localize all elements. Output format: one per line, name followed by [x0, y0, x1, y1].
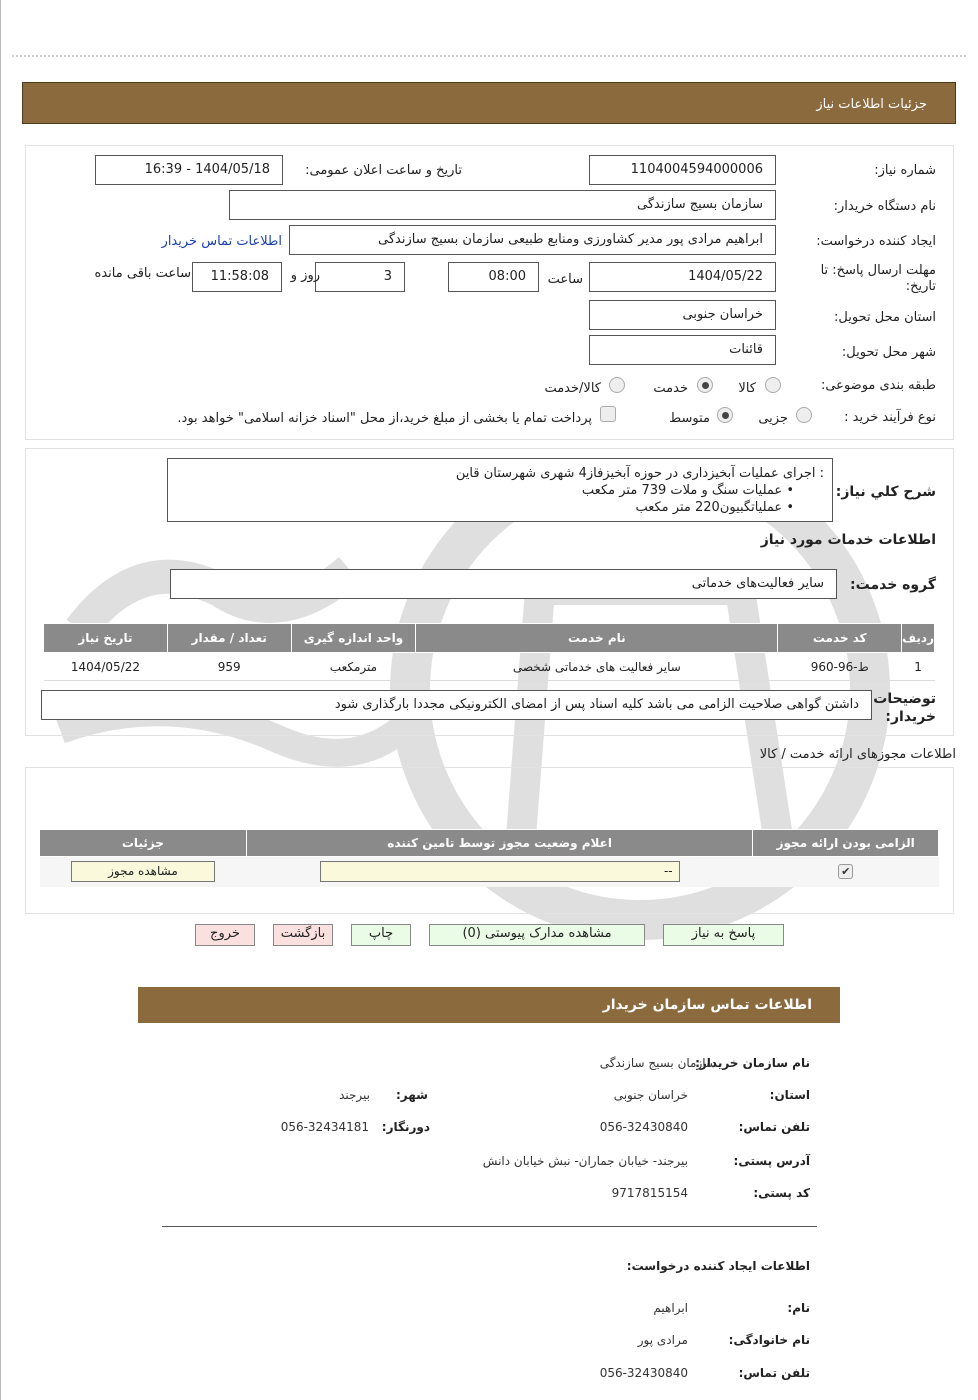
buyer-contact-link[interactable]: اطلاعات تماس خریدار: [161, 234, 282, 249]
contact-postal-label: کد پستی:: [753, 1186, 810, 1200]
process-radio-minor[interactable]: [796, 407, 812, 423]
buyer-org-label: نام دستگاه خریدار:: [833, 199, 936, 214]
col-service-name: نام خدمت: [416, 624, 778, 653]
creator-phone-label: تلفن تماس:: [738, 1366, 810, 1380]
permits-title: اطلاعات مجوزهای ارائه خدمت / کالا: [759, 747, 956, 762]
table-row: [44, 653, 935, 681]
creator-last-name-value: مرادی پور: [637, 1333, 688, 1347]
announce-datetime-field: 1404/05/18 - 16:39: [95, 155, 283, 185]
contact-address-value: بیرجند- خیابان جماران- نبش خیابان دانش: [482, 1154, 688, 1168]
cell-service-name: سایر فعالیت های خدماتی شخصی: [416, 653, 778, 681]
service-group-label: گروه خدمت:: [850, 577, 936, 593]
buyer-org-field: سازمان بسیج سازندگی: [229, 190, 776, 220]
service-group-field: سایر فعالیت‌های خدماتی: [170, 569, 837, 599]
col-service-code: کد خدمت: [778, 624, 902, 653]
reply-button[interactable]: پاسخ به نیاز: [663, 924, 784, 946]
col-permit-required: الزامی بودن ارائه مجوز: [753, 830, 939, 857]
days-label: روز و: [290, 268, 320, 283]
cell-permit-status: [246, 857, 753, 887]
contact-divider: [162, 1226, 817, 1227]
col-unit: واحد اندازه گیری: [291, 624, 416, 653]
category-label: طبقه بندی موضوعی:: [820, 378, 936, 393]
process-label: نوع فرآیند خرید :: [844, 410, 936, 425]
buyer-notes-label: توضیحات خریدار:: [873, 691, 936, 725]
requester-field: ابراهیم مرادی پور مدیر کشاورزی ومنابع طبیعی سازمان بسیج سازندگی: [289, 225, 776, 255]
print-button[interactable]: چاپ: [351, 924, 411, 946]
creator-first-name-value: ابراهیم: [653, 1301, 688, 1315]
summary-label: شرح کلي نياز:: [835, 484, 936, 500]
contact-header-bar: [138, 987, 840, 1023]
need-number-field: 1104004594000006: [589, 155, 776, 185]
left-border-line: [0, 0, 1, 1400]
summary-line: : اجرای عملیات آبخیزداری در حوزه آبخیزفاز4 شهری شهرستان قاین: [455, 466, 824, 481]
permit-required-checkbox: ✔: [838, 864, 853, 879]
contact-city-label: شهر:: [396, 1088, 428, 1102]
col-quantity: تعداد / مقدار: [167, 624, 291, 653]
cell-service-code: ط-96-960: [778, 653, 902, 681]
col-row: ردیف: [902, 624, 935, 653]
cell-permit-details: [40, 857, 247, 887]
creator-last-name-label: نام خانوادگی:: [728, 1333, 810, 1347]
category-radio-goods[interactable]: [765, 377, 781, 393]
services-table: [43, 623, 935, 681]
cell-need-date: 1404/05/22: [44, 653, 168, 681]
cell-unit: مترمکعب: [291, 653, 416, 681]
back-button[interactable]: بازگشت: [273, 924, 333, 946]
view-permit-button[interactable]: مشاهده مجوز: [71, 861, 215, 882]
services-table-header: [44, 624, 935, 653]
exit-button[interactable]: خروج: [195, 924, 255, 946]
details-header-bar: [22, 82, 956, 124]
days-field: 3: [315, 262, 405, 292]
category-option-service: خدمت: [653, 381, 688, 396]
details-header-title: جزئیات اطلاعات نیاز: [816, 97, 927, 112]
cell-permit-required: [753, 857, 939, 887]
permits-table: [39, 829, 939, 887]
contact-fax-label: دورنگار:: [381, 1120, 430, 1134]
buyer-notes-field: داشتن گواهی صلاحیت الزامی می باشد کلیه اسناد پس از امضای الکترونیکی مجددا بارگذاری شود: [41, 690, 872, 720]
deadline-time-field: 08:00: [448, 262, 539, 292]
city-label: شهر محل تحویل:: [841, 345, 936, 360]
remaining-label: ساعت باقی مانده: [94, 266, 191, 281]
treasury-payment-checkbox[interactable]: [600, 406, 616, 422]
city-field: قائنات: [589, 335, 776, 365]
contact-header-title: اطلاعات تماس سازمان خریدار: [602, 997, 812, 1013]
contact-org-label: نام سازمان خریدار:: [695, 1056, 810, 1070]
deadline-date-field: 1404/05/22: [589, 262, 776, 292]
process-option-medium: متوسط: [669, 411, 710, 426]
requester-label: ایجاد کننده درخواست:: [816, 234, 936, 249]
col-need-date: تاریخ نیاز: [44, 624, 168, 653]
attachments-button[interactable]: مشاهده مدارک پیوستی (0): [429, 924, 645, 946]
creator-title: اطلاعات ایجاد کننده درخواست:: [626, 1259, 810, 1273]
category-radio-goods-service[interactable]: [609, 377, 625, 393]
category-radio-service[interactable]: [697, 377, 713, 393]
remaining-time-field: 11:58:08: [192, 262, 282, 292]
creator-first-name-label: نام:: [787, 1301, 810, 1315]
col-permit-details: جزئیات: [40, 830, 247, 857]
deadline-label: مهلت ارسال پاسخ: تا تاریخ:: [820, 263, 936, 294]
contact-postal-value: 9717815154: [611, 1186, 688, 1200]
permits-table-header: [40, 830, 939, 857]
category-option-goods-service: کالا/خدمت: [544, 381, 601, 396]
contact-province-value: خراسان جنوبی: [613, 1088, 688, 1102]
province-label: استان محل تحویل:: [834, 310, 936, 325]
announce-label: تاریخ و ساعت اعلان عمومی:: [305, 163, 462, 178]
contact-phone-value: 056-32430840: [599, 1120, 688, 1134]
top-dotted-divider: [12, 55, 966, 57]
services-title: اطلاعات خدمات مورد نیاز: [760, 532, 936, 548]
cell-quantity: 959: [167, 653, 291, 681]
contact-org-value: سازمان بسیج سازندگی: [599, 1056, 716, 1070]
contact-address-label: آدرس پستی:: [733, 1154, 810, 1168]
contact-phone-label: تلفن تماس:: [738, 1120, 810, 1134]
creator-phone-value: 056-32430840: [599, 1366, 688, 1380]
summary-bullet-2: • عملیاتگبیون220 متر مکعب: [635, 500, 794, 515]
summary-bullet-1: • عملیات سنگ و ملات 739 متر مکعب: [581, 483, 794, 498]
cell-row: 1: [902, 653, 935, 681]
col-permit-status: اعلام وضعیت مجوز توسط تامین کننده: [246, 830, 753, 857]
summary-box: [167, 458, 833, 522]
process-radio-medium[interactable]: [717, 407, 733, 423]
table-row: [40, 857, 939, 887]
process-option-minor: جزیی: [758, 411, 788, 426]
province-field: خراسان جنوبی: [589, 300, 776, 330]
time-label: ساعت: [547, 272, 583, 287]
permit-status-field: --: [320, 861, 680, 882]
contact-fax-value: 056-32434181: [280, 1120, 369, 1134]
payment-note: پرداخت تمام یا بخشی از مبلغ خرید،از محل "اسناد خزانه اسلامی" خواهد بود.: [177, 411, 592, 426]
contact-province-label: استان:: [769, 1088, 810, 1102]
need-number-label: شماره نیاز:: [874, 163, 936, 178]
category-option-goods: کالا: [738, 381, 756, 396]
contact-city-value: بیرجند: [339, 1088, 370, 1102]
